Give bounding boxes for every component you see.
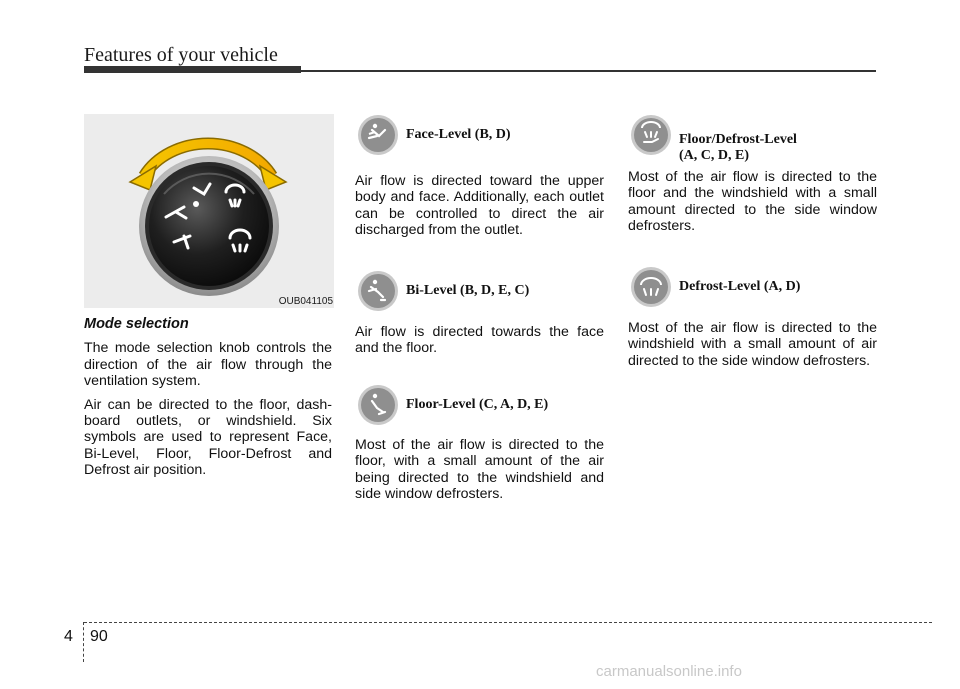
mode-selection-section — [84, 316, 332, 479]
footer-divider — [83, 622, 84, 662]
mode-defrost-level-row — [630, 266, 800, 308]
figure-code: OUB041105 — [278, 296, 333, 307]
bi-level-icon — [357, 270, 399, 312]
header-rule-thin — [301, 70, 876, 72]
mode-bi-level-label: Bi-Level (B, D, E, C) — [406, 283, 530, 298]
mode-floor-level-row — [357, 384, 548, 426]
watermark-text: carmanualsonline.info — [596, 663, 742, 680]
floor-defrost-level-icon — [630, 114, 672, 156]
mode-floor-level-label: Floor-Level (C, A, D, E) — [406, 397, 549, 412]
footer-chapter-number: 4 — [64, 628, 73, 645]
mode-knob-illustration — [84, 114, 334, 308]
mode-floor-defrost-level-label-line-1: Floor/Defrost-Level — [679, 132, 797, 147]
mode-floor-defrost-level-description: Most of the air flow is directed to the floor and the windshield with a small amount directed to the side window defrosters. — [628, 169, 877, 235]
mode-face-level-description: Air flow is directed toward the upper body and face. Additionally, each outlet can be controlled to direct the air discharged from the outlet. — [355, 173, 604, 239]
mode-floor-defrost-level-row — [630, 114, 797, 164]
footer-page-number: 90 — [90, 628, 108, 645]
mode-floor-level-description: Most of the air flow is directed to the floor, with a small amount of the air being directed to the windshield and side window defrosters. — [355, 437, 604, 503]
mode-face-level-row — [357, 114, 511, 156]
mode-selection-paragraph-1: The mode selection knob controls the direction of the air flow through the ventilation system. — [84, 340, 332, 390]
mode-defrost-level-label: Defrost-Level (A, D) — [679, 279, 801, 294]
header-rule-thick — [84, 66, 301, 73]
defrost-level-icon — [630, 266, 672, 308]
mode-defrost-level-description: Most of the air flow is directed to the windshield with a small amount of air directed to the side window defrosters. — [628, 320, 877, 369]
mode-floor-defrost-level-label — [679, 114, 797, 164]
mode-face-level-label: Face-Level (B, D) — [406, 127, 511, 142]
face-level-icon — [357, 114, 399, 156]
footer-rule — [84, 622, 932, 623]
header-title: Features of your vehicle — [84, 44, 278, 66]
mode-selection-heading: Mode selection — [84, 316, 189, 332]
mode-bi-level-description: Air flow is directed towards the face and the floor. — [355, 324, 604, 357]
floor-level-icon — [357, 384, 399, 426]
mode-floor-defrost-level-label-line-2: (A, C, D, E) — [679, 148, 749, 163]
mode-bi-level-row — [357, 270, 529, 312]
mode-selection-paragraph-2: Air can be directed to the floor, dash-board outlets, or windshield. Six symbols are used to represent Face, Bi-Level, Floor, Floor-Defrost and Defrost air position. — [84, 396, 332, 479]
